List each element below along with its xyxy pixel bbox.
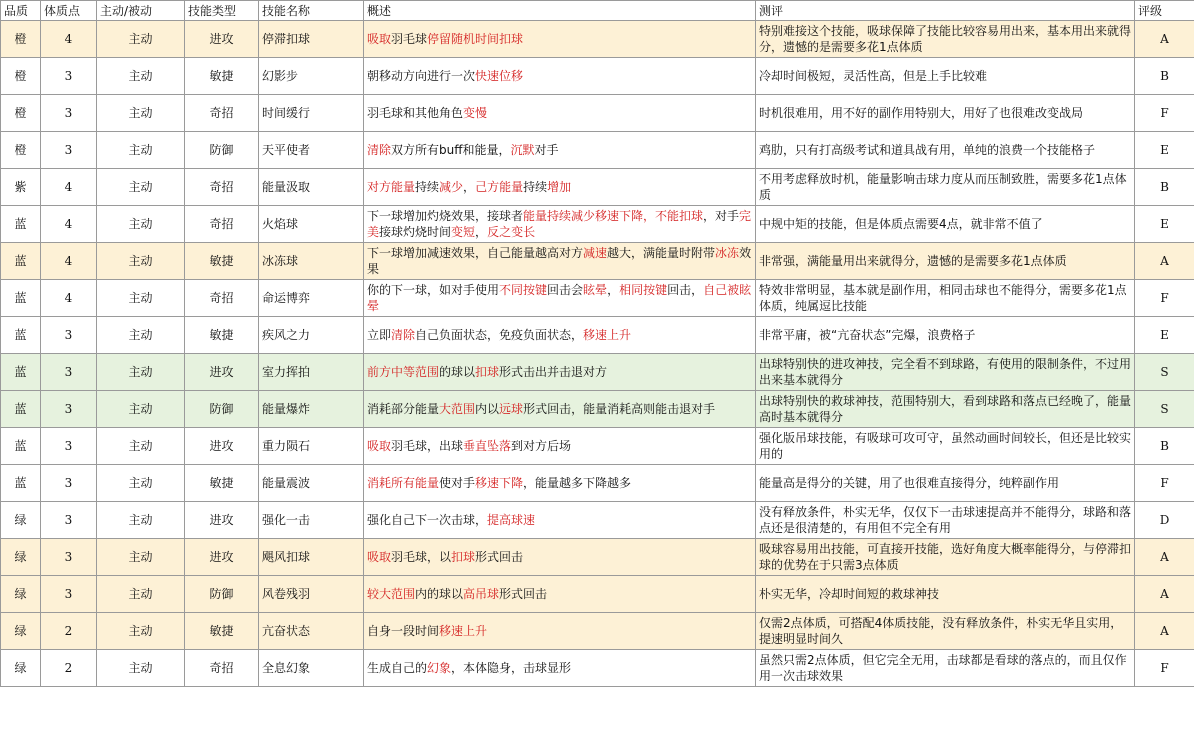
desc-text: 效果	[367, 246, 752, 276]
cost-cell: 4	[41, 280, 97, 317]
cost-cell: 3	[41, 317, 97, 354]
desc-text: 下一球增加灼烧效果，接球者	[367, 209, 524, 223]
type-cell: 敏捷	[185, 465, 259, 502]
cost-cell: 4	[41, 169, 97, 206]
grade-cell: F	[1135, 95, 1194, 132]
highlight-text: 移速上升	[583, 328, 632, 342]
skill-name-cell: 命运博弈	[259, 280, 364, 317]
review-cell: 特别难接这个技能，吸球保障了技能比较容易用出来，基本用出来就得分，遗憾的是需要多花1点体质	[756, 21, 1135, 58]
desc-text: 强化自己下一次击球，	[367, 513, 488, 527]
table-row	[1, 132, 1194, 169]
desc-text: 形式回击	[499, 587, 548, 601]
desc-text: 羽毛球，出球	[391, 439, 464, 453]
desc-text: 内以	[475, 402, 500, 416]
desc-text: 立即	[367, 328, 392, 342]
review-cell: 能量高是得分的关键，用了也很难直接得分，纯粹副作用	[756, 465, 1135, 502]
highlight-text: 自己被眩晕	[367, 283, 752, 313]
grade-cell: A	[1135, 576, 1194, 613]
highlight-text: 幻象	[427, 661, 452, 675]
type-cell: 进攻	[185, 502, 259, 539]
skill-name-cell: 时间缓行	[259, 95, 364, 132]
desc-text: 对手	[534, 143, 559, 157]
grade-cell: D	[1135, 502, 1194, 539]
review-cell: 鸡肋，只有打高级考试和道具战有用，单纯的浪费一个技能格子	[756, 132, 1135, 169]
skill-name-cell: 疾风之力	[259, 317, 364, 354]
quality-cell: 蓝	[1, 280, 41, 317]
cost-cell: 3	[41, 428, 97, 465]
mode-cell: 主动	[97, 354, 185, 391]
quality-cell: 绿	[1, 650, 41, 687]
quality-cell: 蓝	[1, 428, 41, 465]
mode-cell: 主动	[97, 243, 185, 280]
cost-cell: 3	[41, 502, 97, 539]
highlight-text: 提高球速	[487, 513, 536, 527]
cost-cell: 3	[41, 391, 97, 428]
cost-cell: 3	[41, 95, 97, 132]
desc-text: 羽毛球和其他角色	[367, 106, 464, 120]
table-row	[1, 317, 1194, 354]
cost-cell: 2	[41, 650, 97, 687]
highlight-text: 变慢	[463, 106, 488, 120]
table-row	[1, 58, 1194, 95]
desc-text: 你的下一球，如对手使用	[367, 283, 500, 297]
highlight-text: 眩晕	[583, 283, 608, 297]
desc-text: ，能量越多下降越多	[523, 476, 632, 490]
header-quality: 品质	[1, 1, 41, 21]
skill-name-cell: 室力挥拍	[259, 354, 364, 391]
highlight-text: 减速	[583, 246, 608, 260]
skill-name-cell: 能量汲取	[259, 169, 364, 206]
type-cell: 奇招	[185, 95, 259, 132]
grade-cell: A	[1135, 21, 1194, 58]
review-cell: 中规中矩的技能，但是体质点需要4点，就非常不值了	[756, 206, 1135, 243]
header-grade: 评级	[1135, 1, 1194, 21]
mode-cell: 主动	[97, 169, 185, 206]
table-row	[1, 465, 1194, 502]
review-cell: 非常平庸，被“亢奋状态”完爆，浪费格子	[756, 317, 1135, 354]
mode-cell: 主动	[97, 465, 185, 502]
desc-cell	[364, 206, 756, 243]
table-row	[1, 502, 1194, 539]
cost-cell: 4	[41, 243, 97, 280]
highlight-text: 前方中等范围	[367, 365, 440, 379]
highlight-text: 对方能量	[367, 180, 416, 194]
desc-cell	[364, 650, 756, 687]
mode-cell: 主动	[97, 58, 185, 95]
cost-cell: 3	[41, 576, 97, 613]
desc-text: 回击，	[667, 283, 704, 297]
highlight-text: 冰冻	[715, 246, 740, 260]
highlight-text: 扣球	[451, 550, 476, 564]
skill-name-cell: 飓风扣球	[259, 539, 364, 576]
desc-cell	[364, 576, 756, 613]
quality-cell: 绿	[1, 613, 41, 650]
desc-cell	[364, 280, 756, 317]
grade-cell: E	[1135, 317, 1194, 354]
highlight-text: 完美	[367, 209, 752, 239]
highlight-text: 移速下降	[475, 476, 524, 490]
desc-text: 自身一段时间	[367, 624, 440, 638]
quality-cell: 橙	[1, 95, 41, 132]
mode-cell: 主动	[97, 539, 185, 576]
quality-cell: 绿	[1, 576, 41, 613]
mode-cell: 主动	[97, 95, 185, 132]
cost-cell: 3	[41, 132, 97, 169]
type-cell: 敏捷	[185, 58, 259, 95]
skill-name-cell: 冰冻球	[259, 243, 364, 280]
cost-cell: 4	[41, 206, 97, 243]
desc-text: ，	[607, 283, 620, 297]
desc-cell	[364, 21, 756, 58]
type-cell: 奇招	[185, 169, 259, 206]
quality-cell: 蓝	[1, 354, 41, 391]
mode-cell: 主动	[97, 132, 185, 169]
desc-text: 生成自己的	[367, 661, 428, 675]
quality-cell: 橙	[1, 132, 41, 169]
header-mode: 主动/被动	[97, 1, 185, 21]
highlight-text: 扣球	[475, 365, 500, 379]
desc-cell	[364, 95, 756, 132]
header-row	[1, 1, 1194, 21]
highlight-text: 不同按键	[499, 283, 548, 297]
highlight-text: 反之变长	[487, 225, 536, 239]
desc-text: ，	[475, 225, 488, 239]
mode-cell: 主动	[97, 280, 185, 317]
type-cell: 奇招	[185, 650, 259, 687]
desc-text: 内的球以	[415, 587, 464, 601]
mode-cell: 主动	[97, 613, 185, 650]
desc-text: ，本体隐身，击球显形	[451, 661, 572, 675]
highlight-text: 清除	[391, 328, 416, 342]
desc-cell	[364, 243, 756, 280]
desc-text: 形式击出并击退对方	[499, 365, 608, 379]
type-cell: 敏捷	[185, 243, 259, 280]
skill-name-cell: 天平使者	[259, 132, 364, 169]
highlight-text: 清除	[367, 143, 392, 157]
desc-text: 回击会	[547, 283, 584, 297]
grade-cell: B	[1135, 428, 1194, 465]
mode-cell: 主动	[97, 391, 185, 428]
desc-text: 自己负面状态，免疫负面状态，	[415, 328, 584, 342]
desc-text: 接球灼烧时间	[379, 225, 452, 239]
table-row	[1, 21, 1194, 58]
desc-text: 形式回击，能量消耗高则能击退对手	[523, 402, 716, 416]
desc-text: 羽毛球，以	[391, 550, 452, 564]
desc-text: 形式回击	[475, 550, 524, 564]
quality-cell: 蓝	[1, 206, 41, 243]
review-cell: 朴实无华，冷却时间短的救球神技	[756, 576, 1135, 613]
desc-cell	[364, 539, 756, 576]
quality-cell: 橙	[1, 21, 41, 58]
desc-cell	[364, 132, 756, 169]
grade-cell: E	[1135, 206, 1194, 243]
type-cell: 敏捷	[185, 613, 259, 650]
desc-cell	[364, 428, 756, 465]
table-row	[1, 650, 1194, 687]
mode-cell: 主动	[97, 317, 185, 354]
highlight-text: 吸取	[367, 32, 392, 46]
desc-cell	[364, 58, 756, 95]
grade-cell: A	[1135, 539, 1194, 576]
table-row	[1, 428, 1194, 465]
cost-cell: 3	[41, 354, 97, 391]
highlight-text: 吸取	[367, 550, 392, 564]
type-cell: 奇招	[185, 206, 259, 243]
table-row	[1, 280, 1194, 317]
review-cell: 出球特别快的进攻神技，完全看不到球路，有使用的限制条件，不过用出来基本就得分	[756, 354, 1135, 391]
table-row	[1, 576, 1194, 613]
highlight-text: 大范围	[439, 402, 476, 416]
skill-name-cell: 能量震波	[259, 465, 364, 502]
type-cell: 防御	[185, 391, 259, 428]
quality-cell: 蓝	[1, 391, 41, 428]
desc-text: 下一球增加减速效果，自己能量越高对方	[367, 246, 584, 260]
highlight-text: 移速上升	[439, 624, 488, 638]
desc-text: 消耗部分能量	[367, 402, 440, 416]
cost-cell: 2	[41, 613, 97, 650]
header-desc: 概述	[364, 1, 756, 21]
desc-text: 到对方后场	[511, 439, 572, 453]
review-cell: 非常强，满能量用出来就得分，遗憾的是需要多花1点体质	[756, 243, 1135, 280]
quality-cell: 蓝	[1, 243, 41, 280]
cost-cell: 4	[41, 21, 97, 58]
skill-name-cell: 全息幻象	[259, 650, 364, 687]
desc-cell	[364, 613, 756, 650]
mode-cell: 主动	[97, 502, 185, 539]
skill-name-cell: 亢奋状态	[259, 613, 364, 650]
grade-cell: S	[1135, 354, 1194, 391]
skill-name-cell: 幻影步	[259, 58, 364, 95]
desc-text: 持续	[415, 180, 440, 194]
skill-name-cell: 强化一击	[259, 502, 364, 539]
type-cell: 进攻	[185, 428, 259, 465]
table-row	[1, 169, 1194, 206]
highlight-text: 快速位移	[475, 69, 524, 83]
grade-cell: B	[1135, 58, 1194, 95]
highlight-text: 能量持续减少移速下降，不能扣球	[523, 209, 704, 223]
desc-text: 的球以	[439, 365, 476, 379]
grade-cell: A	[1135, 243, 1194, 280]
header-name: 技能名称	[259, 1, 364, 21]
quality-cell: 橙	[1, 58, 41, 95]
skill-name-cell: 风卷残羽	[259, 576, 364, 613]
review-cell: 特效非常明显，基本就是副作用，相同击球也不能得分，需要多花1点体质，纯属逗比技能	[756, 280, 1135, 317]
highlight-text: 停留随机时间扣球	[427, 32, 524, 46]
type-cell: 防御	[185, 576, 259, 613]
quality-cell: 蓝	[1, 317, 41, 354]
highlight-text: 增加	[547, 180, 572, 194]
desc-text: 双方所有buff和能量，	[391, 143, 511, 157]
skill-name-cell: 能量爆炸	[259, 391, 364, 428]
type-cell: 进攻	[185, 539, 259, 576]
desc-text: 羽毛球	[391, 32, 428, 46]
table-row	[1, 206, 1194, 243]
grade-cell: E	[1135, 132, 1194, 169]
highlight-text: 沉默	[510, 143, 535, 157]
highlight-text: 垂直坠落	[463, 439, 512, 453]
mode-cell: 主动	[97, 576, 185, 613]
table-row	[1, 613, 1194, 650]
grade-cell: B	[1135, 169, 1194, 206]
highlight-text: 减少	[439, 180, 464, 194]
mode-cell: 主动	[97, 21, 185, 58]
grade-cell: F	[1135, 280, 1194, 317]
mode-cell: 主动	[97, 650, 185, 687]
review-cell: 没有释放条件，朴实无华，仅仅下一击球速提高并不能得分，球路和落点还是很清楚的，有用但不完全有用	[756, 502, 1135, 539]
quality-cell: 绿	[1, 502, 41, 539]
type-cell: 进攻	[185, 354, 259, 391]
desc-cell	[364, 502, 756, 539]
desc-text: 越大，满能量时附带	[607, 246, 716, 260]
desc-text: 朝移动方向进行一次	[367, 69, 476, 83]
grade-cell: S	[1135, 391, 1194, 428]
highlight-text: 吸取	[367, 439, 392, 453]
review-cell: 虽然只需2点体质，但它完全无用，击球都是看球的落点的，而且仅作用一次击球效果	[756, 650, 1135, 687]
highlight-text: 高吊球	[463, 587, 500, 601]
review-cell: 出球特别快的救球神技，范围特别大，看到球路和落点已经晚了，能量高时基本就得分	[756, 391, 1135, 428]
skill-name-cell: 火焰球	[259, 206, 364, 243]
desc-cell	[364, 391, 756, 428]
review-cell: 时机很难用，用不好的副作用特别大，用好了也很难改变战局	[756, 95, 1135, 132]
highlight-text: 较大范围	[367, 587, 416, 601]
table-row	[1, 354, 1194, 391]
table-row	[1, 243, 1194, 280]
desc-text: ，对手	[703, 209, 740, 223]
desc-text: ，	[463, 180, 476, 194]
quality-cell: 紫	[1, 169, 41, 206]
desc-cell	[364, 169, 756, 206]
highlight-text: 远球	[499, 402, 524, 416]
review-cell: 仅需2点体质，可搭配4体质技能，没有释放条件，朴实无华且实用，提速明显时间久	[756, 613, 1135, 650]
mode-cell: 主动	[97, 206, 185, 243]
table-row	[1, 539, 1194, 576]
cost-cell: 3	[41, 465, 97, 502]
header-cost: 体质点	[41, 1, 97, 21]
table-row	[1, 391, 1194, 428]
desc-cell	[364, 354, 756, 391]
header-type: 技能类型	[185, 1, 259, 21]
type-cell: 奇招	[185, 280, 259, 317]
cost-cell: 3	[41, 539, 97, 576]
review-cell: 不用考虑释放时机，能量影响击球力度从而压制致胜，需要多花1点体质	[756, 169, 1135, 206]
review-cell: 吸球容易用出技能，可直接开技能，选好角度大概率能得分，与停滞扣球的优势在于只需3点体质	[756, 539, 1135, 576]
review-cell: 冷却时间极短，灵活性高，但是上手比较难	[756, 58, 1135, 95]
quality-cell: 蓝	[1, 465, 41, 502]
cost-cell: 3	[41, 58, 97, 95]
mode-cell: 主动	[97, 428, 185, 465]
header-review: 测评	[756, 1, 1135, 21]
desc-text: 使对手	[439, 476, 476, 490]
highlight-text: 消耗所有能量	[367, 476, 440, 490]
skill-name-cell: 停滞扣球	[259, 21, 364, 58]
review-cell: 强化版吊球技能，有吸球可攻可守，虽然动画时间较长，但还是比较实用的	[756, 428, 1135, 465]
type-cell: 敏捷	[185, 317, 259, 354]
skill-name-cell: 重力陨石	[259, 428, 364, 465]
type-cell: 防御	[185, 132, 259, 169]
highlight-text: 己方能量	[475, 180, 524, 194]
grade-cell: F	[1135, 465, 1194, 502]
highlight-text: 相同按键	[619, 283, 668, 297]
type-cell: 进攻	[185, 21, 259, 58]
quality-cell: 绿	[1, 539, 41, 576]
grade-cell: F	[1135, 650, 1194, 687]
desc-cell	[364, 465, 756, 502]
highlight-text: 变短	[451, 225, 476, 239]
desc-text: 持续	[523, 180, 548, 194]
table-row	[1, 95, 1194, 132]
grade-cell: A	[1135, 613, 1194, 650]
desc-cell	[364, 317, 756, 354]
